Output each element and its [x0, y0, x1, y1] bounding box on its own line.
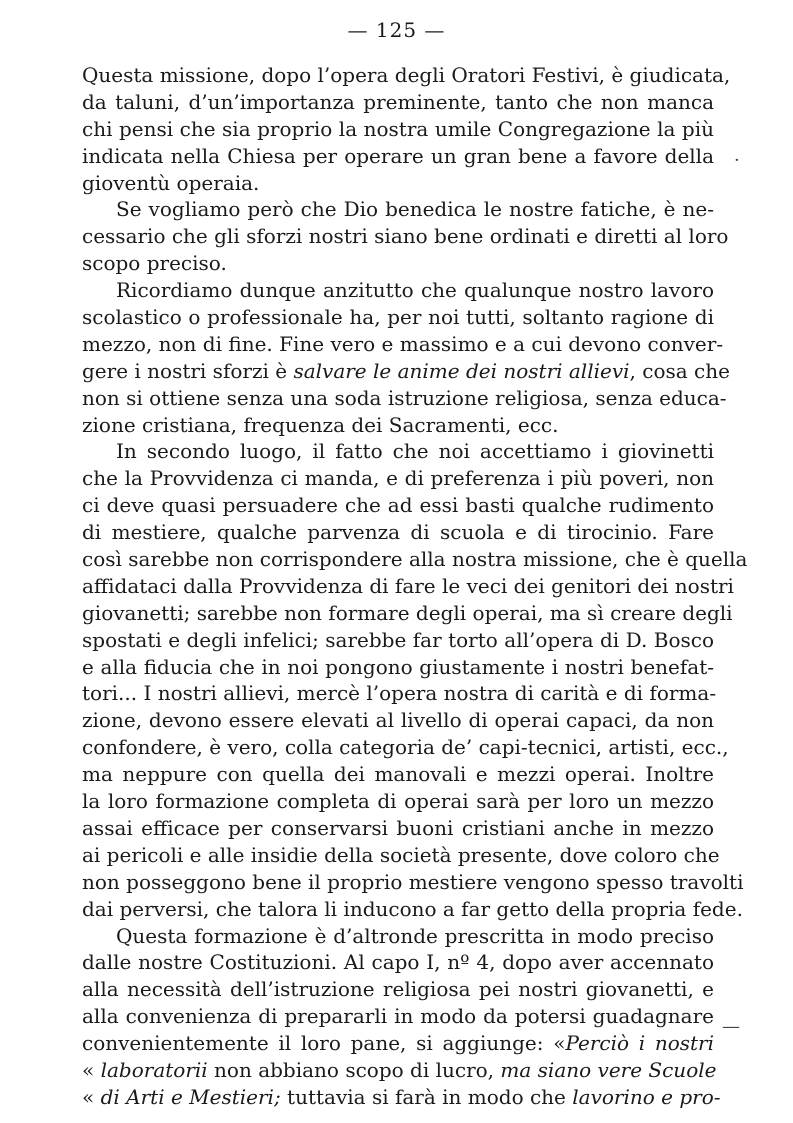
- text-line: In secondo luogo, il fatto che noi accettiamo i giovinetti: [116, 439, 714, 464]
- text-fragment: convenientemente il loro pane, si aggiunge: «: [82, 1031, 566, 1056]
- text-line: [82, 1057, 717, 1084]
- paragraph: [82, 277, 730, 438]
- body-text: [82, 62, 748, 1111]
- text-line: tori... I nostri allievi, mercè l’opera nostra di carità e di forma-: [82, 681, 717, 706]
- text-line: giovanetti; sarebbe non formare degli operai, ma sì creare degli: [82, 600, 733, 625]
- italic-phrase: di Arti e Mestieri;: [100, 1084, 281, 1109]
- text-line: e alla fiducia che in noi pongono giustamente i nostri benefat-: [82, 654, 714, 679]
- paragraph: [82, 196, 729, 277]
- text-line: Se vogliamo però che Dio benedica le nostre fatiche, è ne-: [116, 197, 714, 222]
- text-fragment: tuttavia si farà in modo che: [280, 1084, 573, 1109]
- paragraph: [82, 62, 731, 196]
- text-fragment: gere i nostri sforzi è: [82, 358, 294, 383]
- text-line: alla necessità dell’istruzione religiosa pei nostri giovanetti, e: [82, 977, 714, 1002]
- text-line: dai perversi, che talora li inducono a far getto della propria fede.: [82, 896, 743, 921]
- text-fragment: non abbiano scopo di lucro,: [207, 1057, 501, 1082]
- text-line: spostati e degli infelici; sarebbe far torto all’opera di D. Bosco: [82, 627, 714, 652]
- paragraph: [82, 438, 748, 922]
- text-line: confondere, è vero, colla categoria de’ capi-tecnici, artisti, ecc.,: [82, 735, 729, 760]
- text-line: chi pensi che sia proprio la nostra umile Congregazione la più: [82, 116, 714, 141]
- italic-phrase: salvare le anime dei nostri allievi: [293, 358, 630, 383]
- text-line: Ricordiamo dunque anzitutto che qualunque nostro lavoro: [116, 278, 714, 303]
- italic-phrase: ma siano vere Scuole: [500, 1057, 717, 1082]
- text-line: scopo preciso.: [82, 251, 227, 276]
- quote-mark: «: [82, 1084, 101, 1109]
- text-line: [82, 1084, 721, 1111]
- text-line: ci deve quasi persuadere che ad essi basti qualche rudimento: [82, 493, 714, 518]
- text-line: non posseggono bene il proprio mestiere vengono spesso travolti: [82, 869, 744, 894]
- text-line: ma neppure con quella dei manovali e mezzi operai. Inoltre: [82, 762, 714, 787]
- text-line: così sarebbe non corrispondere alla nostra missione, che è quella: [82, 547, 748, 572]
- text-line: affidataci dalla Provvidenza di fare le veci dei genitori dei nostri: [82, 573, 734, 598]
- text-line: [82, 358, 730, 385]
- text-line: di mestiere, qualche parvenza di scuola e di tirocinio. Fare: [82, 520, 714, 545]
- margin-dash: —: [722, 1016, 740, 1037]
- text-line: Questa missione, dopo l’opera degli Oratori Festivi, è giudicata,: [82, 63, 731, 87]
- text-line: [82, 1030, 714, 1057]
- margin-dot: ·: [734, 150, 740, 171]
- text-line: non si ottiene senza una soda istruzione religiosa, senza educa-: [82, 385, 727, 410]
- paragraph: [82, 923, 721, 1111]
- text-line: scolastico o professionale ha, per noi tutti, soltanto ragione di: [82, 305, 714, 330]
- italic-phrase: lavorino e pro-: [572, 1084, 721, 1109]
- text-line: cessario che gli sforzi nostri siano bene ordinati e diretti al loro: [82, 224, 729, 249]
- text-line: zione, devono essere elevati al livello di operai capaci, da non: [82, 708, 714, 733]
- italic-phrase: laboratorii: [100, 1057, 208, 1082]
- text-line: che la Provvidenza ci manda, e di preferenza i più poveri, non: [82, 466, 714, 491]
- italic-phrase: Perciò i nostri: [565, 1031, 714, 1056]
- text-line: alla convenienza di prepararli in modo da potersi guadagnare: [82, 1004, 714, 1029]
- text-line: indicata nella Chiesa per operare un gran bene a favore della: [82, 143, 714, 168]
- text-line: ai pericoli e alle insidie della società presente, dove coloro che: [82, 842, 720, 867]
- text-line: Questa formazione è d’altronde prescritta in modo preciso: [116, 923, 714, 948]
- text-line: assai efficace per conservarsi buoni cristiani anche in mezzo: [82, 815, 714, 840]
- quote-mark: «: [82, 1057, 101, 1082]
- text-line: dalle nostre Costituzioni. Al capo I, nº 4, dopo aver accennato: [82, 950, 714, 975]
- text-line: mezzo, non di fine. Fine vero e massimo e a cui devono conver-: [82, 331, 724, 356]
- page-number: — 125 —: [347, 18, 446, 42]
- text-fragment: , cosa che: [629, 358, 730, 383]
- text-line: la loro formazione completa di operai sarà per loro un mezzo: [82, 789, 714, 814]
- text-line: gioventù operaia.: [82, 170, 260, 195]
- text-line: da taluni, d’un’importanza preminente, tanto che non manca: [82, 89, 714, 114]
- text-line: zione cristiana, frequenza dei Sacramenti, ecc.: [82, 412, 559, 437]
